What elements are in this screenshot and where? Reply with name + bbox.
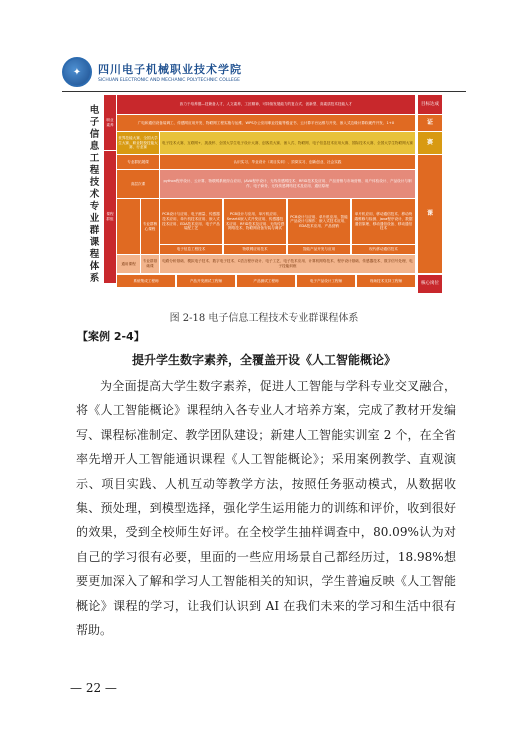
vertical-title-char: 技	[89, 177, 100, 188]
row-core-f4: 现代移动通信技术	[352, 245, 415, 254]
row-high: python程序设计、云计算、物联网系统综合应用、JAVA程序设计、无线传感网技术、RFID技术及应用、产品营销与市场营销、用户体验设计、产品设计与制作、电子商务、无线传感网络技术及应用、通信原理	[160, 170, 415, 198]
vertical-title-char: 信	[89, 129, 100, 140]
row-base-label: 专业群基础课	[141, 255, 159, 273]
row-ext: 认识实习、毕业设计（项目实训）、顶岗实习、创新创业、社会实践	[160, 155, 415, 169]
row-core-c1: PCB设计与应用、电子测量、传感器技术应用、单片机技术应用、嵌入式技术应用、EDA技术应用、电子产品装配工艺	[160, 199, 222, 244]
vertical-title-char: 体	[89, 261, 100, 272]
header-subtitle: SICHUAN ELECTRONIC AND MECHANIC POLYTECHNIC COLLEGE	[98, 78, 241, 83]
row-comp-label: 世界技能大赛、全国大学生大赛、职业院校技能大赛、行业赛	[117, 132, 159, 154]
vertical-title-char: 子	[89, 117, 100, 128]
vertical-title-char: 专	[89, 201, 100, 212]
header-text	[98, 61, 242, 83]
college-logo-icon: ✦	[62, 57, 92, 87]
right-cert: 证	[418, 115, 442, 131]
row-core-label: 专业群核心课程	[141, 199, 159, 254]
row-ext-label: 专业群拓展课	[117, 155, 159, 169]
post-4: 电子产品设计工程师	[297, 275, 355, 287]
row-cert: 广电和通信设备装调工、传感网应用开发、物联网工程实施与运维、WPS办公应用职业技能等级证书、云计算平台运维与开发、嵌入式边缘计算软硬件开发、1+X	[117, 115, 415, 131]
post-2: 产品开发测试工程师	[177, 275, 235, 287]
row-core-f1: 电子信息工程技术	[160, 245, 222, 254]
row-comp: 电子技术大赛、互联网+、挑战杯、全国大学生电子设计大赛、创客类大赛、嵌入式、物联网、电子信息技术应用大赛、国际技术大赛、全国大学生物联网大赛	[160, 132, 415, 154]
case-label: 【案例 2-4】	[77, 330, 145, 343]
right-comp: 赛	[418, 132, 442, 154]
row-high-label: 高层次课	[117, 170, 159, 198]
vertical-title-char: 程	[89, 249, 100, 260]
row-core-label-a	[117, 199, 140, 254]
row-goal: 致力于培养德—技兼备人才，人文素养，工匠精神，可持续发展能力的复合式、创新型、高素质技术技能人才	[117, 95, 415, 114]
vertical-title-char: 系	[89, 273, 100, 284]
row-core-c2: PCB设计与应用、单片机应用、SmartX嵌入式开发应用、传感器技术应用、RFID技术及应用、无线传感网络技术、物联网设备安装与调试	[224, 199, 286, 244]
header-divider	[62, 91, 466, 92]
body-text	[76, 374, 456, 642]
post-5: 现场技术支持工程师	[357, 275, 415, 287]
section-heading: 提升学生数字素养，全覆盖开设《人工智能概论》	[131, 353, 396, 367]
header-title: 四川电子机械职业技术学院	[98, 63, 242, 76]
vertical-title-char: 程	[89, 165, 100, 176]
course-system-diagram	[87, 95, 447, 295]
diagram-vertical-title	[87, 95, 102, 295]
row-base: 电路分析基础、模拟电子技术、数字电子技术、C语言程序设计、电子工艺、电子技术应用、计算机网络技术、程序设计基础、传感器技术、数字信号处理、电子技能训练	[160, 255, 415, 273]
vertical-title-char: 工	[89, 153, 100, 164]
row-core-f3: 智能产品开发与应用	[288, 245, 350, 254]
label-kecheng: 课程群组	[104, 151, 116, 283]
vertical-title-char: 课	[89, 237, 100, 248]
right-course: 课	[418, 155, 442, 273]
figure-caption: 图 2-18 电子信息工程技术专业群课程体系	[169, 313, 359, 324]
right-post: 核心岗位	[418, 275, 442, 293]
row-core-c4: 单片机应用、移动通信技术、移动终端维修与检测、Java程序设计、数据通信原理、移动通信设备、移动通信技术	[352, 199, 415, 244]
post-1: 系统集成工程师	[117, 275, 175, 287]
page-header	[62, 52, 242, 92]
vertical-title-char: 群	[89, 225, 100, 236]
body-paragraph: 为全面提高大学生数字素养，促进人工智能与学科专业交叉融合，将《人工智能概论》课程纳入各专业人才培养方案，完成了教材开发编写、课程标准制定、教学团队建设；新建人工智能实训室 2 个，在全省率先增开人工智能通识课程《人工智能概论》；采用案例教学、直观演示、项目实践、人机互动等教学方法，按照任务驱动模式，从数据收集、预处理，到模型选择，强化学生运用能力的训练和评价，收到很好的效果，受到全校师生好评。在全校学生抽样调查中，80.09%认为对自己的学习很有必要，里面的一些应用场景自己都经历过，18.98%想要更加深入了解和学习人工智能相关的知识，学生普遍反映《人工智能概论》课程的学习，让我们认识到 AI 在我们未来的学习和生活中很有帮助。	[76, 379, 456, 638]
page-number: — 22 —	[70, 681, 117, 695]
row-core-f2: 物联网应用技术	[224, 245, 286, 254]
post-3: 产品测试工程师	[237, 275, 295, 287]
row-base-label-a: 通用课程	[117, 255, 140, 273]
vertical-title-char: 息	[89, 141, 100, 152]
vertical-title-char: 业	[89, 213, 100, 224]
label-zhiye: 职业素养	[104, 95, 116, 150]
right-goal: 目标达成	[418, 95, 442, 114]
vertical-title-char: 术	[89, 189, 100, 200]
row-core-c3: PCB设计与应用、单片机应用、智能产品设计与制作、嵌入式技术应用、EDA技术应用、产品营销	[288, 199, 350, 244]
vertical-title-char: 电	[89, 105, 100, 116]
